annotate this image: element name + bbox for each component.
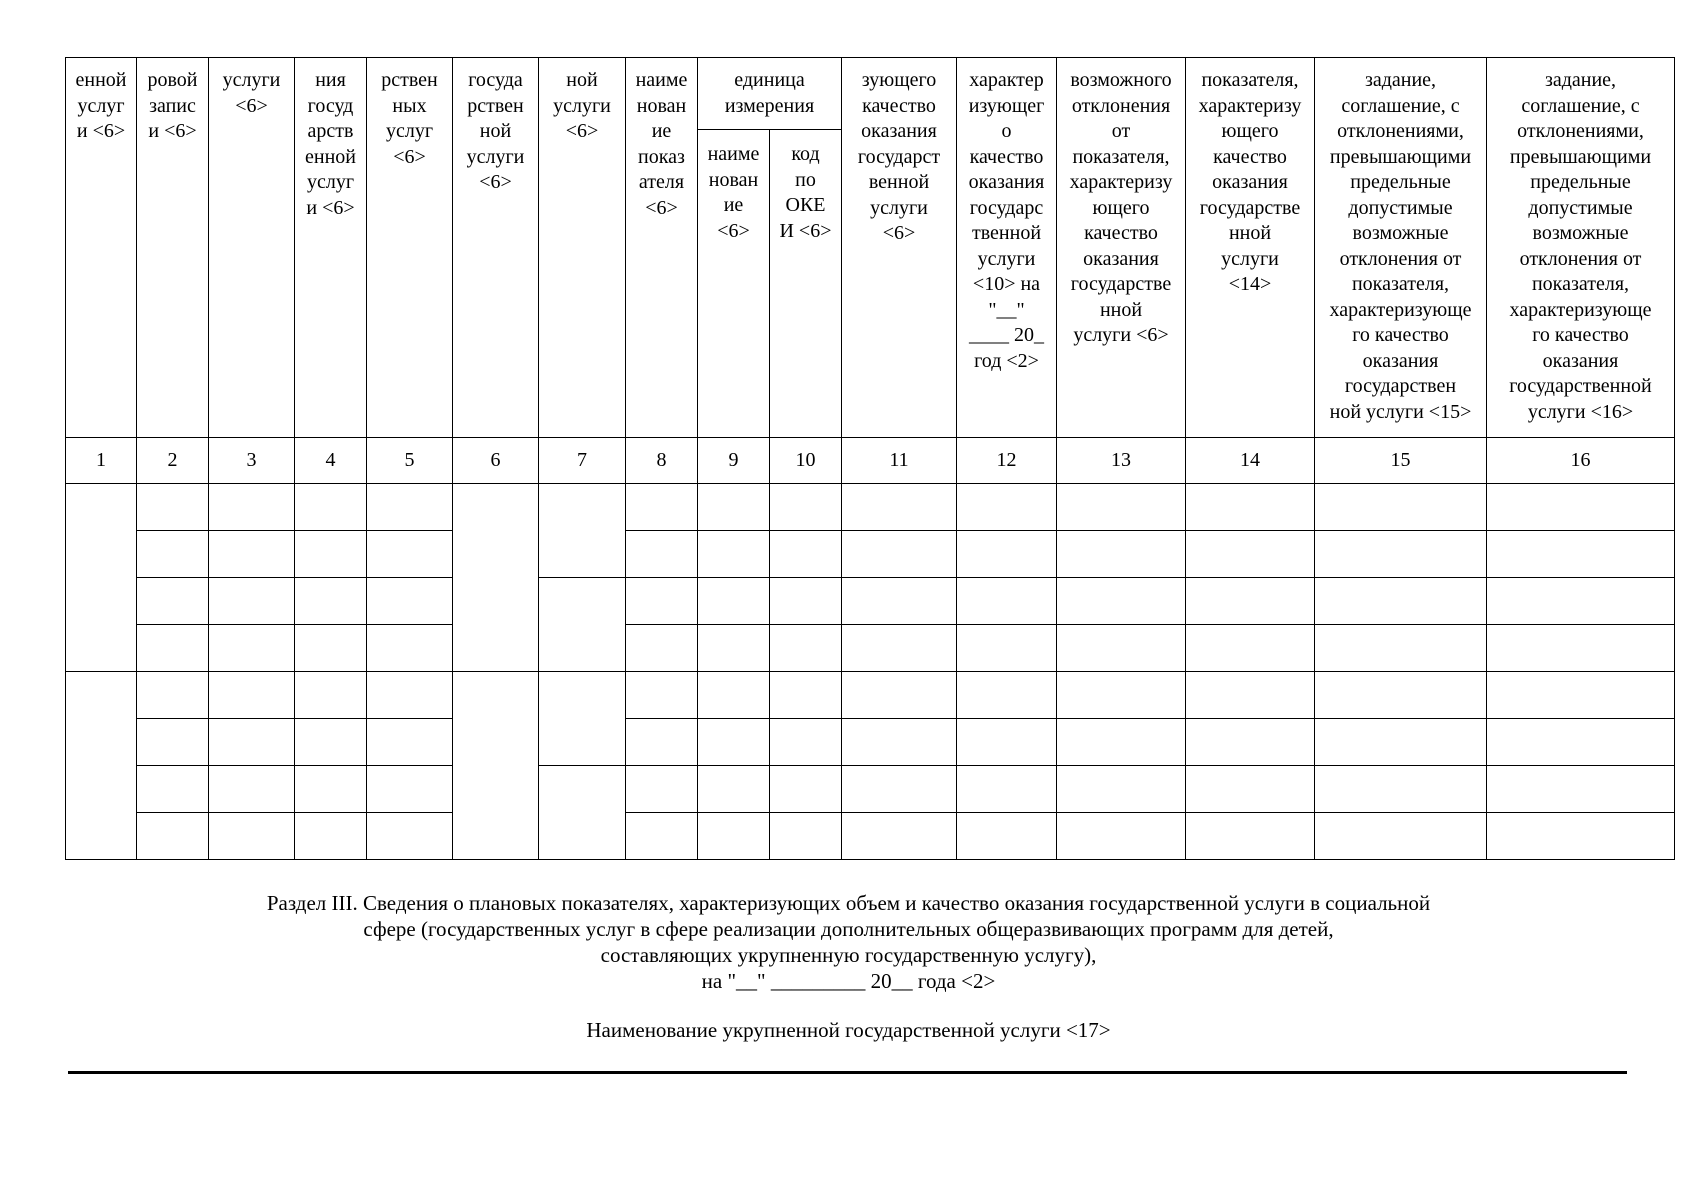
unit-okei-subheader: код по ОКЕ И <6> — [770, 130, 842, 438]
table-cell[interactable] — [957, 484, 1057, 531]
table-cell[interactable] — [842, 578, 957, 625]
unit-header-cell: единица измерения — [698, 58, 842, 130]
table-cell[interactable] — [367, 531, 453, 578]
table-row — [66, 578, 1675, 625]
table-cell[interactable] — [626, 531, 698, 578]
table-cell[interactable] — [770, 766, 842, 813]
table-cell[interactable] — [1487, 484, 1675, 531]
table-cell[interactable] — [295, 531, 367, 578]
table-cell[interactable] — [957, 813, 1057, 860]
table-cell[interactable] — [1186, 813, 1315, 860]
header-cell: зующего качество оказания государст венной услуги <6> — [842, 58, 957, 438]
table-cell[interactable] — [367, 766, 453, 813]
table-cell[interactable] — [209, 766, 295, 813]
column-number: 14 — [1186, 438, 1315, 484]
table-cell[interactable] — [295, 766, 367, 813]
table-cell[interactable] — [698, 766, 770, 813]
table-cell[interactable] — [367, 719, 453, 766]
table-cell[interactable] — [626, 484, 698, 531]
section-title — [0, 890, 1697, 994]
column-number: 3 — [209, 438, 295, 484]
table-cell[interactable] — [367, 484, 453, 531]
table-cell[interactable] — [957, 766, 1057, 813]
header-cell: ной услуги <6> — [539, 58, 626, 438]
header-cell: ровой запис и <6> — [137, 58, 209, 438]
table-cell[interactable] — [626, 625, 698, 672]
header-cell: задание, соглашение, с отклонениями, превышающими предельные допустимые возможные отклонения от показателя, характеризующе го качество оказания государствен ной услуги <15> — [1315, 58, 1487, 438]
table-cell[interactable] — [1487, 531, 1675, 578]
merged-cell[interactable] — [539, 578, 626, 672]
table-cell[interactable] — [295, 719, 367, 766]
table-cell[interactable] — [1186, 578, 1315, 625]
table-cell[interactable] — [1315, 484, 1487, 531]
table-cell[interactable] — [209, 625, 295, 672]
table-cell[interactable] — [770, 484, 842, 531]
table-cell[interactable] — [1186, 531, 1315, 578]
table-cell[interactable] — [842, 531, 957, 578]
table-cell[interactable] — [1315, 813, 1487, 860]
table-cell[interactable] — [1186, 484, 1315, 531]
header-cell: характер изующег о качество оказания государс твенной услуги <10> на "__" ____ 20_ год <2> — [957, 58, 1057, 438]
table-cell[interactable] — [698, 813, 770, 860]
table-cell[interactable] — [209, 719, 295, 766]
table-cell[interactable] — [770, 578, 842, 625]
service-name-fill-line[interactable] — [68, 1071, 1627, 1074]
table-cell[interactable] — [1487, 813, 1675, 860]
table-cell[interactable] — [367, 813, 453, 860]
table-cell[interactable] — [1057, 672, 1186, 719]
table-cell[interactable] — [1315, 672, 1487, 719]
table-cell[interactable] — [1057, 625, 1186, 672]
table-cell[interactable] — [957, 531, 1057, 578]
table-cell[interactable] — [1057, 531, 1186, 578]
merged-cell[interactable] — [539, 766, 626, 860]
column-number: 4 — [295, 438, 367, 484]
table-cell[interactable] — [626, 672, 698, 719]
table-cell[interactable] — [137, 766, 209, 813]
section-title-line: сфере (государственных услуг в сфере реализации дополнительных общеразвивающих программ для детей, — [363, 917, 1334, 941]
table-cell[interactable] — [295, 578, 367, 625]
table-cell[interactable] — [295, 672, 367, 719]
header-cell: показателя, характеризу ющего качество оказания государстве нной услуги <14> — [1186, 58, 1315, 438]
table-cell[interactable] — [209, 484, 295, 531]
table-cell[interactable] — [295, 813, 367, 860]
table-row — [66, 766, 1675, 813]
table-cell[interactable] — [1315, 625, 1487, 672]
table-cell[interactable] — [626, 578, 698, 625]
table-cell[interactable] — [698, 672, 770, 719]
table-cell[interactable] — [957, 625, 1057, 672]
merged-cell[interactable] — [539, 672, 626, 766]
table-cell[interactable] — [1487, 578, 1675, 625]
table-cell[interactable] — [1057, 766, 1186, 813]
table-cell[interactable] — [367, 578, 453, 625]
header-cell: ния госуд арств енной услуг и <6> — [295, 58, 367, 438]
table-cell[interactable] — [770, 813, 842, 860]
merged-cell[interactable] — [66, 484, 137, 672]
column-number: 15 — [1315, 438, 1487, 484]
table-cell[interactable] — [698, 719, 770, 766]
column-number: 8 — [626, 438, 698, 484]
section-date-line: на "__" _________ 20__ года <2> — [701, 969, 996, 993]
table-cell[interactable] — [770, 625, 842, 672]
table-cell[interactable] — [842, 766, 957, 813]
column-number: 10 — [770, 438, 842, 484]
table-cell[interactable] — [770, 531, 842, 578]
section-title-line: Раздел III. Сведения о плановых показателях, характеризующих объем и качество оказания государственной услуги в социальной — [266, 891, 1431, 915]
table-cell[interactable] — [626, 813, 698, 860]
table-cell[interactable] — [367, 672, 453, 719]
table-cell[interactable] — [770, 672, 842, 719]
table-cell[interactable] — [698, 484, 770, 531]
table-cell[interactable] — [1186, 766, 1315, 813]
table-cell[interactable] — [295, 625, 367, 672]
column-number: 6 — [453, 438, 539, 484]
table-cell[interactable] — [209, 672, 295, 719]
table-cell[interactable] — [1487, 719, 1675, 766]
table-row — [66, 672, 1675, 719]
merged-cell[interactable] — [66, 672, 137, 860]
column-number: 12 — [957, 438, 1057, 484]
table-cell[interactable] — [1186, 625, 1315, 672]
table-cell[interactable] — [209, 813, 295, 860]
table-cell[interactable] — [1487, 672, 1675, 719]
column-number: 9 — [698, 438, 770, 484]
table-cell[interactable] — [137, 719, 209, 766]
table-cell[interactable] — [842, 484, 957, 531]
table-cell[interactable] — [626, 766, 698, 813]
header-cell: задание, соглашение, с отклонениями, превышающими предельные допустимые возможные отклонения от показателя, характеризующе го качество оказания государственной услуги <16> — [1487, 58, 1675, 438]
table-cell[interactable] — [957, 672, 1057, 719]
table-cell[interactable] — [209, 578, 295, 625]
table-cell[interactable] — [1186, 719, 1315, 766]
table-cell[interactable] — [137, 531, 209, 578]
column-number: 16 — [1487, 438, 1675, 484]
table-cell[interactable] — [137, 484, 209, 531]
table-cell[interactable] — [1315, 719, 1487, 766]
table-cell[interactable] — [137, 672, 209, 719]
table-cell[interactable] — [209, 531, 295, 578]
merged-cell[interactable] — [453, 672, 539, 860]
table-cell[interactable] — [698, 578, 770, 625]
indicators-table — [65, 57, 1675, 860]
table-cell[interactable] — [1186, 672, 1315, 719]
table-cell[interactable] — [770, 719, 842, 766]
table-cell[interactable] — [698, 625, 770, 672]
header-cell: наиме нован ие показ ателя <6> — [626, 58, 698, 438]
header-cell: возможного отклонения от показателя, характеризу ющего качество оказания государстве нной услуги <6> — [1057, 58, 1186, 438]
table-cell[interactable] — [842, 813, 957, 860]
table-cell[interactable] — [137, 813, 209, 860]
table-cell[interactable] — [698, 531, 770, 578]
column-number: 5 — [367, 438, 453, 484]
table-cell[interactable] — [1057, 578, 1186, 625]
column-number: 1 — [66, 438, 137, 484]
header-cell: рствен ных услуг <6> — [367, 58, 453, 438]
service-name-label: Наименование укрупненной государственной услуги <17> — [586, 1018, 1111, 1042]
table-cell[interactable] — [1057, 484, 1186, 531]
section-title-line: составляющих укрупненную государственную услугу), — [600, 943, 1097, 967]
table-row — [66, 484, 1675, 531]
table-cell[interactable] — [842, 672, 957, 719]
table-cell[interactable] — [1057, 813, 1186, 860]
column-number: 7 — [539, 438, 626, 484]
table-cell[interactable] — [957, 719, 1057, 766]
column-number: 2 — [137, 438, 209, 484]
table-cell[interactable] — [842, 625, 957, 672]
table-cell[interactable] — [137, 625, 209, 672]
table-cell[interactable] — [367, 625, 453, 672]
unit-name-subheader: наиме нован ие <6> — [698, 130, 770, 438]
column-number: 13 — [1057, 438, 1186, 484]
table-row — [66, 719, 1675, 766]
table-cell[interactable] — [1315, 578, 1487, 625]
merged-cell[interactable] — [453, 484, 539, 672]
table-cell[interactable] — [957, 578, 1057, 625]
table-cell[interactable] — [626, 719, 698, 766]
table-cell[interactable] — [842, 719, 957, 766]
table-cell[interactable] — [1315, 766, 1487, 813]
table-cell[interactable] — [137, 578, 209, 625]
table-row — [66, 531, 1675, 578]
merged-cell[interactable] — [539, 484, 626, 578]
table-row — [66, 625, 1675, 672]
header-cell: енной услуг и <6> — [66, 58, 137, 438]
header-cell: услуги <6> — [209, 58, 295, 438]
table-row — [66, 813, 1675, 860]
table-cell[interactable] — [295, 484, 367, 531]
table-cell[interactable] — [1487, 766, 1675, 813]
header-cell: госуда рствен ной услуги <6> — [453, 58, 539, 438]
table-cell[interactable] — [1487, 625, 1675, 672]
table-cell[interactable] — [1057, 719, 1186, 766]
column-number: 11 — [842, 438, 957, 484]
table-cell[interactable] — [1315, 531, 1487, 578]
